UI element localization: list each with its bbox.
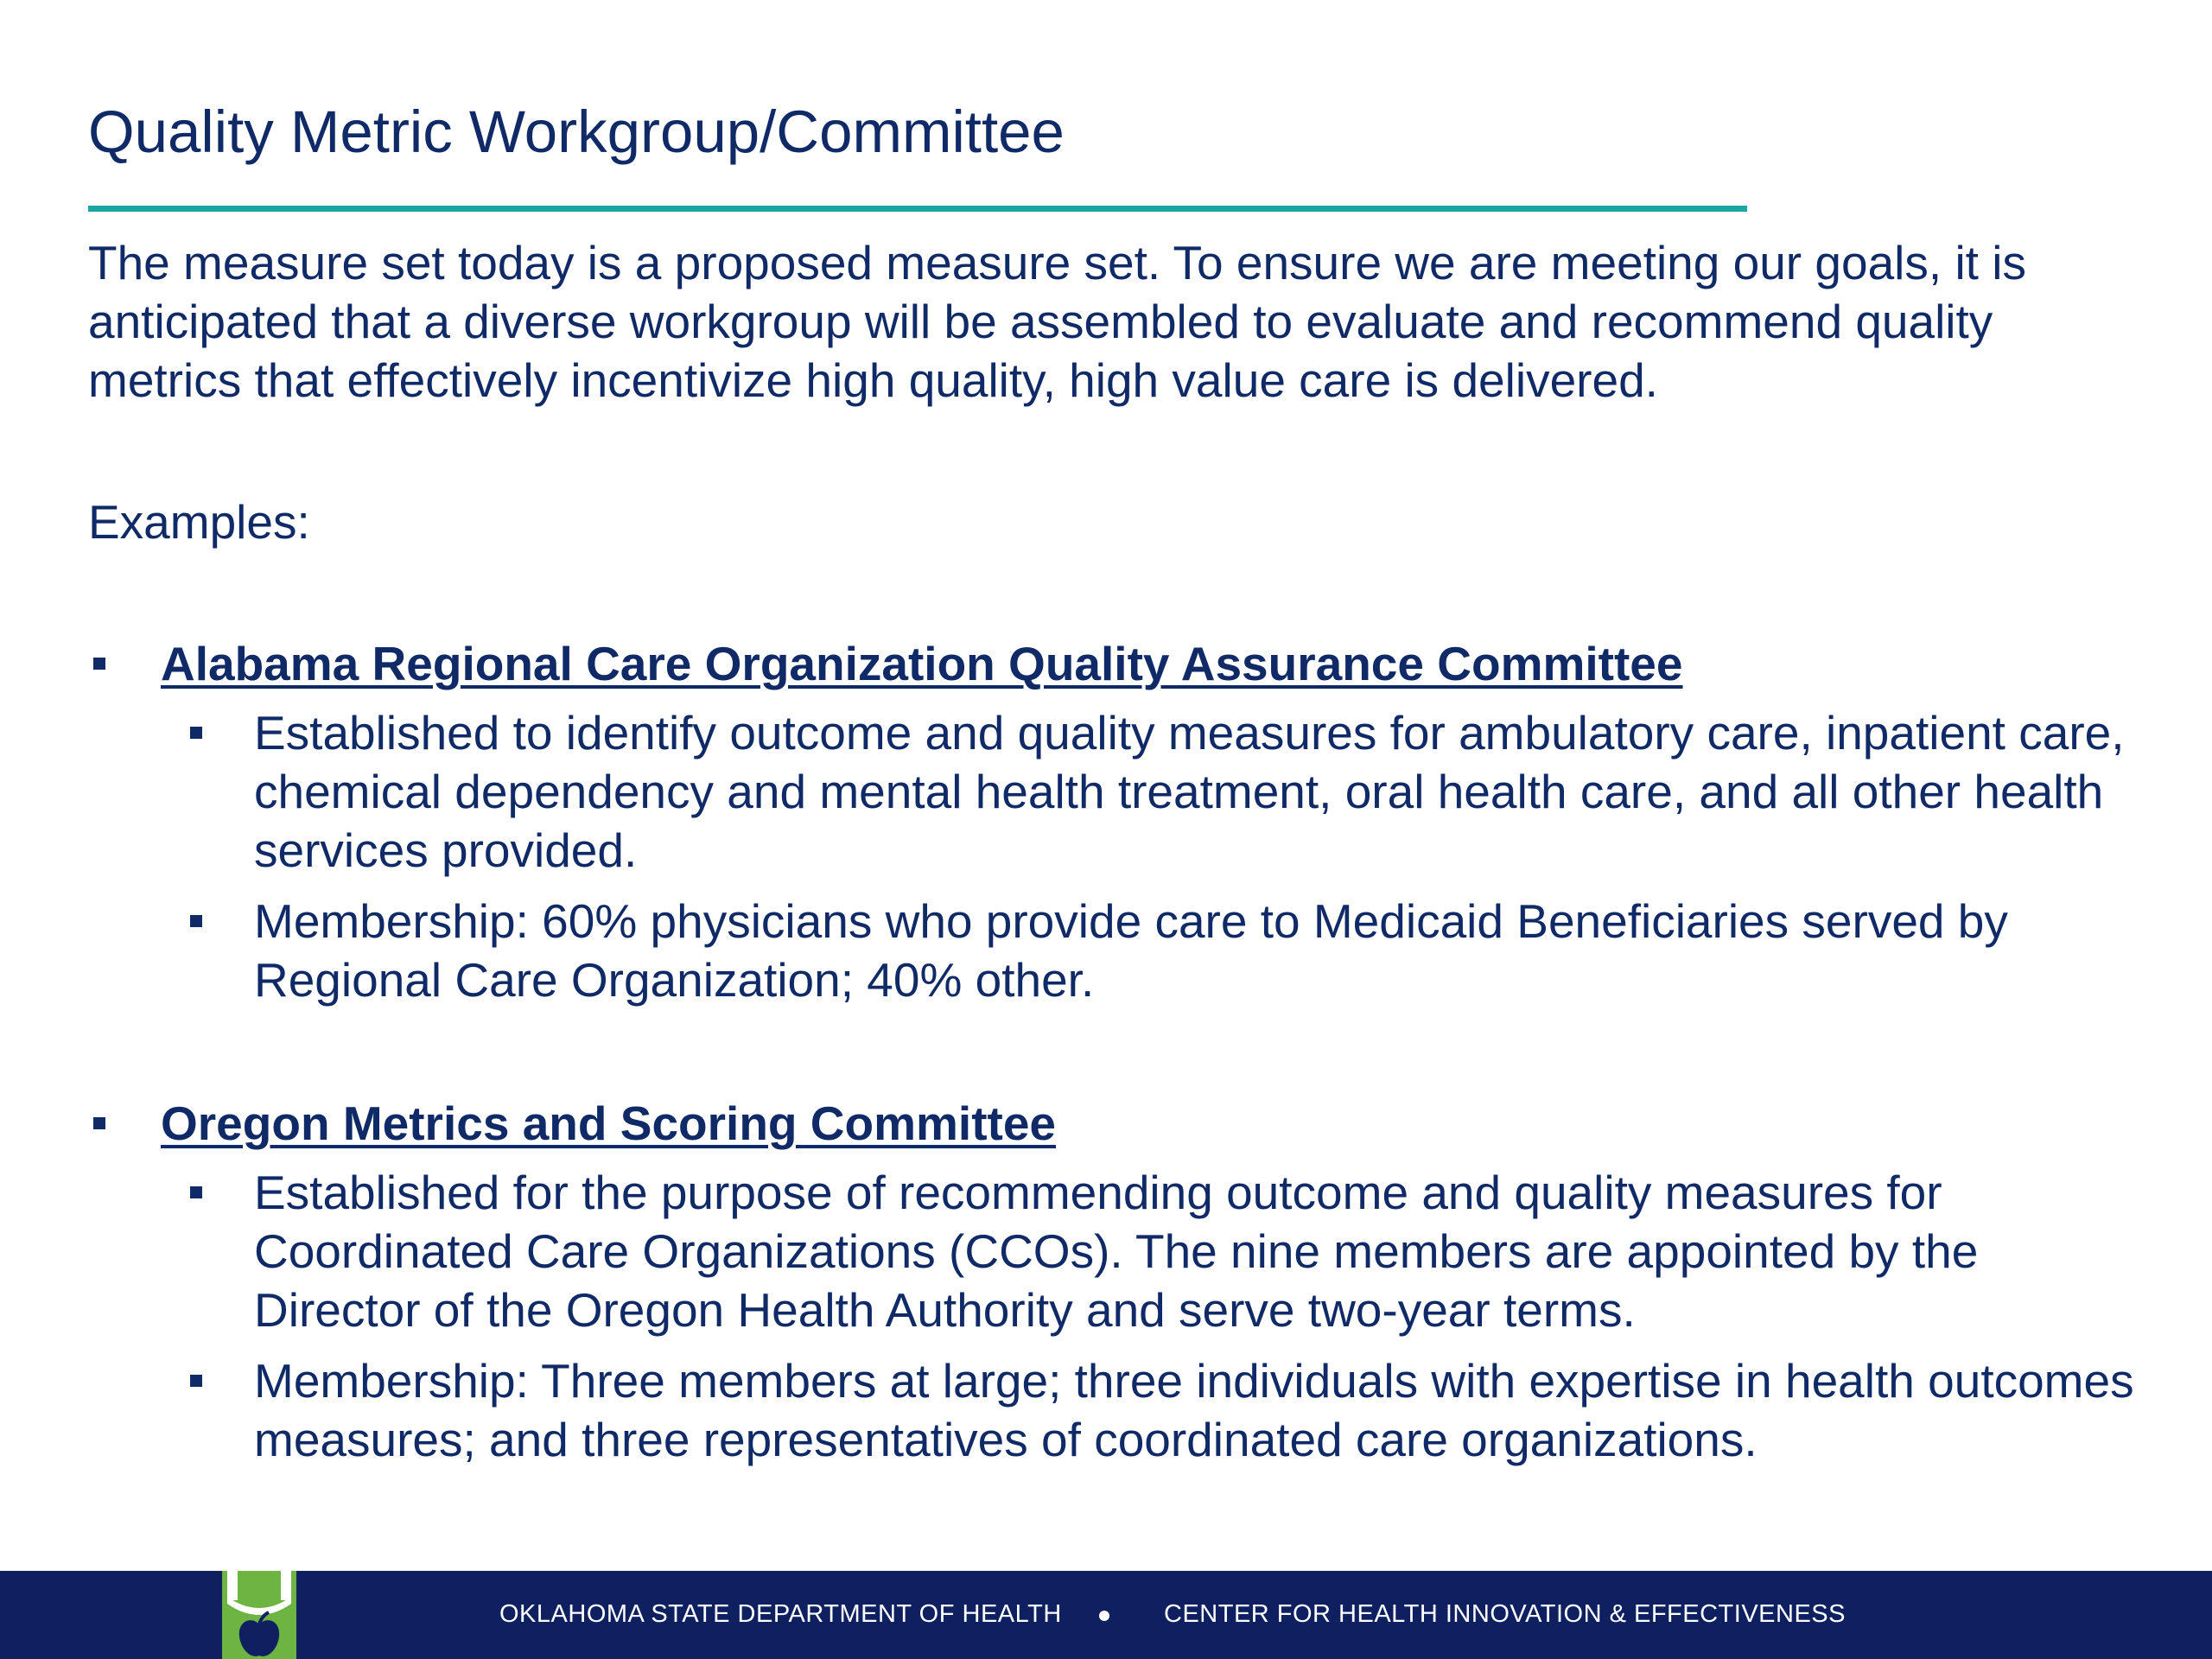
title-underline-rule — [88, 206, 1747, 212]
list-item-text: Established to identify outcome and quality measures for ambulatory care, inpatient care, chemical dependency and mental health treatment, oral health care, and all other health services provided. — [254, 706, 2125, 877]
footer-separator-dot-icon — [1099, 1611, 1109, 1621]
committee-heading — [88, 1094, 2145, 1153]
list-item-text: Membership: 60% physicians who provide care to Medicaid Beneficiaries served by Regional Care Organization; 40% other. — [254, 894, 2008, 1007]
square-bullet-icon — [190, 1375, 202, 1387]
examples-label: Examples: — [88, 495, 310, 549]
square-bullet-icon — [190, 915, 202, 927]
osdh-apple-logo-icon — [222, 1571, 296, 1659]
committee-name: Alabama Regional Care Organization Quality Assurance Committee — [161, 637, 1683, 690]
list-item — [88, 1351, 2145, 1469]
committee-alabama — [88, 634, 2145, 1021]
square-bullet-icon — [93, 658, 105, 670]
committee-details-list — [88, 1163, 2145, 1469]
square-bullet-icon — [190, 1186, 202, 1198]
footer-org-name: OKLAHOMA STATE DEPARTMENT OF HEALTH — [499, 1600, 1062, 1628]
slide-title: Quality Metric Workgroup/Committee — [88, 99, 1065, 165]
list-item — [88, 1163, 2145, 1339]
list-item — [88, 892, 2145, 1009]
list-item-text: Established for the purpose of recommending outcome and quality measures for Coordinated Care Organizations (CCOs). The nine members are appointed by the Director of the Oregon Health Authority and serve two-year terms. — [254, 1166, 1979, 1337]
committee-name: Oregon Metrics and Scoring Committee — [161, 1096, 1057, 1150]
square-bullet-icon — [190, 727, 202, 739]
committee-details-list — [88, 703, 2145, 1009]
footer-center-name: CENTER FOR HEALTH INNOVATION & EFFECTIVENESS — [1164, 1600, 1846, 1628]
list-item-text: Membership: Three members at large; three individuals with expertise in health outcomes measures; and three representatives of coordinated care organizations. — [254, 1354, 2134, 1466]
square-bullet-icon — [93, 1117, 105, 1129]
committee-oregon — [88, 1094, 2145, 1481]
intro-paragraph: The measure set today is a proposed measure set. To ensure we are meeting our goals, it is anticipated that a diverse workgroup will be assembled to evaluate and recommend quality metrics that effectively incentivize high quality, high value care is delivered. — [88, 236, 2026, 407]
committee-heading — [88, 634, 2145, 693]
list-item — [88, 703, 2145, 880]
